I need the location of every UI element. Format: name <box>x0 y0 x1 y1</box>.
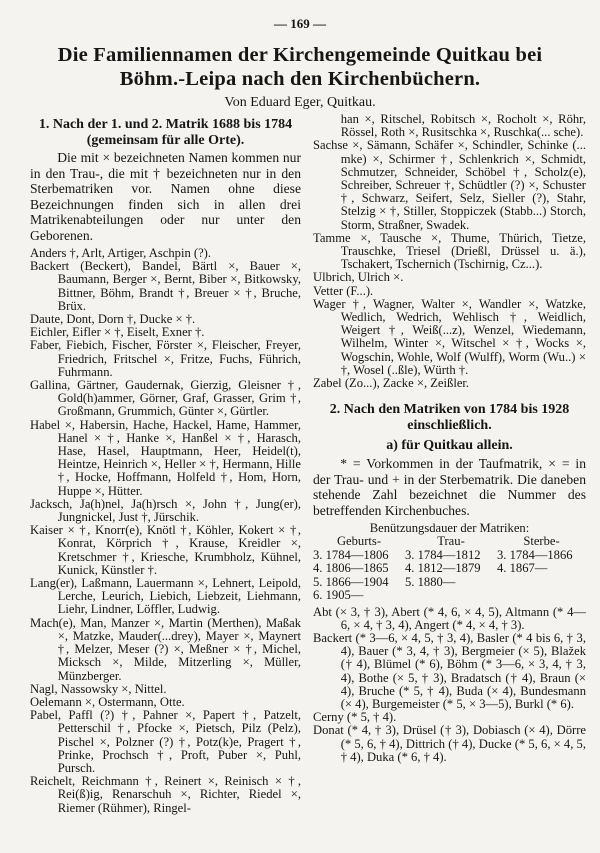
section2-intro: * = Vorkommen in der Taufmatrik, × = in der Trau- und + in der Sterbematrik. Die daneben stehende Zahl bezeichnet die Nummer des betreffenden Kirchenbuches. <box>313 456 586 518</box>
name-entry: Daute, Dont, Dorn †, Ducke × †. <box>30 312 196 327</box>
table-cell: 6. 1905— <box>313 588 364 603</box>
name-entry: Donat (* 4, † 3), Drüsel († 3), Dobiasch (× 4), Dörre (* 5, 6, † 4), Dittrich († 4), Ducke (* 5, 6, × 4, 5, † 4), Duka (* 6, † 4). <box>313 723 586 764</box>
name-entry: Backert (Beckert), Bandel, Bärtl ×, Bauer ×, Baumann, Berger ×, Bernt, Biber ×, Bitkowsky, Bittner, Böhm, Brandt †, Breuer × †, Bruche, Brüx. <box>30 259 301 313</box>
name-entry: Zabel (Zo...), Zacke ×, Zeißler. <box>313 376 470 391</box>
section2-heading: 2. Nach den Matriken von 1784 bis 1928 einschließlich. <box>329 402 570 434</box>
table-header: Trau- <box>437 534 465 549</box>
table-cell: 4. 1867— <box>497 561 548 576</box>
right-column <box>313 113 586 764</box>
name-entry: Kaiser × †, Knorr(e), Knötl †, Köhler, Kokert × †, Konrat, Körprich †, Krause, Kreidler ×, Kretschmer †, Kriesche, Krumbholz, Kühnel, Kunick, Künstler †. <box>30 523 301 577</box>
name-entry: Lang(er), Laßmann, Lauermann ×, Lehnert, Leipold, Lerche, Leurich, Liebich, Liebzeit, Liehmann, Liehr, Lindner, Löffler, Ludwig. <box>30 576 301 617</box>
table-header: Geburts- <box>336 534 382 549</box>
name-entry: Pabel, Paffl (?) †, Pahner ×, Papert †, Patzelt, Petterschil †, Pfocke ×, Pietsch, Pilz (Pelz), Pischel ×, Polzner (?) †, Potz(k)e, Pragert †, Prinke, Prochsch †, Proft, Puber ×, Puhl, Pursch. <box>30 708 301 775</box>
name-entry: Cerny (* 5, † 4). <box>313 710 397 725</box>
name-entry: Gallina, Gärtner, Gaudernak, Gierzig, Gleisner †, Gold(h)ammer, Görner, Graf, Grasser, Grim †, Großmann, Grummich, Günter ×, Gürtler. <box>30 378 301 419</box>
name-entry: Habel ×, Habersin, Hache, Hackel, Hame, Hammer, Hanel × †, Hanke ×, Hanßel × †, Harasch, Hase, Hasel, Hauptmann, Heer, Heidel(t), Heintze, Heinrich ×, Heller × †, Hermann, Hille †, Hocke, Hoffmann, Holfeld †, Hom, Horn, Huppe ×, Hütter. <box>30 417 301 498</box>
name-entry: han ×, Ritschel, Robitsch ×, Rocholt ×, Röhr, Rössel, Roth ×, Rusitschka ×, Ruschka(... sche). <box>340 112 586 140</box>
section1-entries <box>30 247 301 815</box>
name-entry: Anders †, Arlt, Artiger, Aschpin (?). <box>30 246 212 260</box>
table-cell: 3. 1784—1812 <box>405 547 481 562</box>
section1-continued-entries <box>313 113 586 390</box>
name-entry: Mach(e), Man, Manzer ×, Martin (Merthen), Maßak ×, Matzke, Mauder(...drey), Mayer ×, Maynert †, Melzer, Meser (?) ×, Meßner × †, Michel, Micksch ×, Milde, Mitzerling ×, Müller, Münzberger. <box>30 615 301 683</box>
section2-entries <box>313 606 586 764</box>
table-cell: 3. 1784—1806 <box>313 547 389 562</box>
name-entry: Abt (× 3, † 3), Abert (* 4, 6, × 4, 5), Altmann (* 4—6, × 4, † 3, 4), Angert (* 4, × 4, † 3). <box>313 604 586 632</box>
article-title: Die Familiennamen der Kirchengemeinde Quitkau bei Böhm.-Leipa nach den Kirchenbüchern. <box>57 44 543 90</box>
name-entry: Jacksch, Ja(h)nel, Ja(h)rsch ×, John †, Jung(er), Jungnickel, Just †, Jürschik. <box>30 496 301 525</box>
name-entry: Vetter (F...). <box>313 283 374 298</box>
table-cell: 4. 1806—1865 <box>313 561 389 576</box>
page-number: — 169 — <box>274 16 326 31</box>
section1-heading: 1. Nach der 1. und 2. Matrik 1688 bis 1784 (gemeinsam für alle Orte). <box>38 117 293 148</box>
table-cell: 3. 1784—1866 <box>497 547 573 562</box>
name-entry: Eichler, Eifler × †, Eiselt, Exner †. <box>30 325 205 340</box>
table-caption: Benützungsdauer der Matriken: <box>369 521 530 536</box>
author-byline: Von Eduard Eger, Quitkau. <box>224 95 376 110</box>
section2-subheading: a) für Quitkau allein. <box>386 438 513 454</box>
table-cell <box>497 589 586 602</box>
name-entry: Ulbrich, Ulrich ×. <box>313 270 404 285</box>
name-entry: Reichelt, Reichmann †, Reinert ×, Reinisch × †, Rei(ß)ig, Renarschuh ×, Richter, Riedel ×, Riemer (Rühmer), Ringel- <box>30 774 301 815</box>
table-cell: 4. 1812—1879 <box>405 561 481 576</box>
table-cell <box>405 589 497 602</box>
table-cell: 5. 1866—1904 <box>313 574 389 589</box>
table-header: Sterbe- <box>523 534 560 549</box>
section1-intro: Die mit × bezeichneten Namen kommen nur in den Trau-, die mit † bezeichneten nur in den Sterbematriken vor. Namen ohne diese Bezeichnungen finden sich in allen drei Matrikenabteilungen oder nur unter den Geborenen. <box>30 150 301 243</box>
name-entry: Backert (* 3—6, × 4, 5, † 3, 4), Basler (* 4 bis 6, † 3, 4), Bauer (* 3, 4, † 3), Bergmeier (× 5), Blažek († 4), Blümel (* 6), Böhm (* 3—6, × 3, 4, † 3, 4), Bothe (× 5, † 3), Bradatsch († 4), Braun (× 4), Bruche (* 5, † 4), Buda (× 4), Bundesmann (× 4), Burgemeister (* 5, × 3—5), Burkl (* 6). <box>313 630 586 711</box>
name-entry: Oelemann ×, Ostermann, Otte. <box>30 694 185 709</box>
name-entry: Sachse ×, Sämann, Schäfer ×, Schindler, Schinke (... mke) ×, Schirmer †, Schlenkrich ×, Schmidt, Schmutzer, Schneider, Schöbel †, Scholz(e), Schreiber, Schreuer †, Schüdtler (?) ×, Schuster †, Schwarz, Seifert, Selz, Sieller (?), Stahr, Stelzig × †, Stiller, Stoppiczek (Stabb...) Storch, Storm, Straßner, Swadek. <box>313 138 586 232</box>
register-period-table <box>313 535 586 602</box>
name-entry: Wager †, Wagner, Walter ×, Wandler ×, Watzke, Wedlich, Wedrich, Wehlisch †, Weidlich, Weigert †, Weiß(...z), Wenzel, Wiedemann, Wilhelm, Winter ×, Witschel × †, Wocks ×, Wogschin, Wohle, Wolf (Wulff), Worm (Wu..) × †, Wosel (..ßle), Würth †. <box>313 296 586 377</box>
name-entry: Tamme ×, Tausche ×, Thume, Thürich, Tietze, Trauschke, Triesel (Drießl, Drüssel u. ä.), Tschakert, Tschernich (Tschirnig, Cz...). <box>313 230 586 272</box>
table-cell <box>497 576 586 589</box>
left-column <box>30 117 301 815</box>
name-entry: Faber, Fiebich, Fischer, Förster ×, Fleischer, Freyer, Friedrich, Fritschel ×, Fritze, Fuchs, Führich, Fuhrmann. <box>30 338 301 379</box>
name-entry: Nagl, Nassowsky ×, Nittel. <box>30 681 167 696</box>
table-cell: 5. 1880— <box>405 574 456 589</box>
